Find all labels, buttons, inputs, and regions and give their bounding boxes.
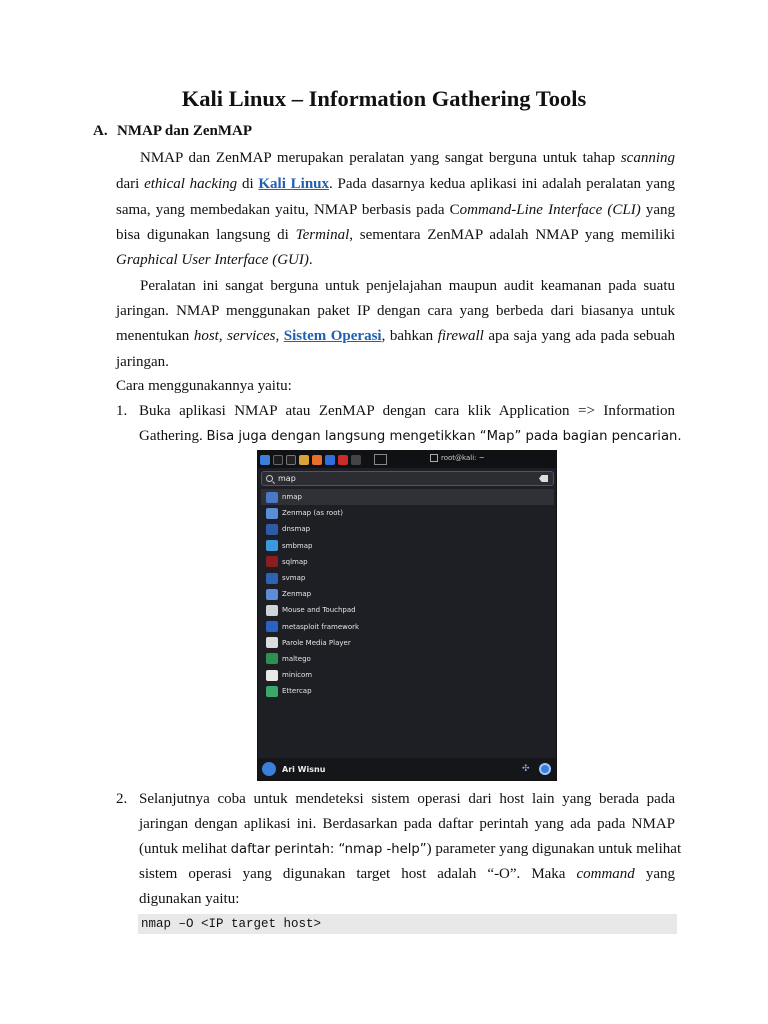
text: Gathering. (139, 428, 207, 444)
paragraph-line: Peralatan ini sangat berguna untuk penjelajahan maupun audit keamanan pada suatu (140, 278, 675, 294)
step-line: jaringan dengan aplikasi ini. Berdasarkan pada daftar perintah yang ada pada NMAP (139, 816, 675, 832)
terminal-window-icon (430, 454, 438, 462)
text: yang (634, 866, 675, 882)
italic-term: host (193, 328, 219, 344)
list-item-label: svmap (282, 574, 306, 583)
text: sama, yang membedakan yaitu, NMAP berbasis pada C (116, 202, 460, 218)
italic-term: command (576, 866, 635, 882)
italic-term: Graphical User Interface (GUI) (116, 252, 309, 268)
search-bar (261, 471, 554, 486)
list-item[interactable] (261, 602, 554, 618)
firefox-icon (312, 455, 322, 465)
list-item-label: maltego (282, 654, 311, 663)
desktop-icon (273, 455, 283, 465)
code-block: nmap –O <IP target host> (138, 914, 677, 934)
text: yang (640, 202, 675, 218)
text: apa saja yang ada pada sebuah (483, 328, 676, 344)
text: Bisa juga dengan langsung mengetikkan “Map” pada bagian pencarian. (206, 429, 682, 444)
italic-term: ethical hacking (144, 176, 238, 192)
text: daftar perintah: “nmap -help” (230, 842, 427, 857)
text: di (237, 176, 259, 192)
list-item[interactable] (261, 554, 554, 570)
step-number: 2. (116, 791, 128, 807)
chevron-down-icon (351, 455, 361, 465)
user-bar (258, 758, 557, 780)
paragraph-line: jaringan. (116, 354, 169, 370)
taskbar (258, 451, 557, 468)
list-item-label: Zenmap (as root) (282, 509, 343, 518)
app-icon (266, 492, 278, 503)
paragraph-line (116, 250, 675, 270)
clear-icon[interactable] (539, 475, 548, 482)
list-item[interactable] (261, 619, 554, 635)
list-item[interactable] (261, 521, 554, 537)
italic-term: Terminal (295, 227, 350, 243)
list-item-label: minicom (282, 671, 313, 680)
text: dari (116, 176, 145, 192)
list-item[interactable] (261, 489, 554, 505)
kali-linux-link[interactable]: Kali Linux (258, 176, 330, 192)
app-icon (266, 508, 278, 519)
network-icon[interactable]: ✣ (522, 764, 530, 774)
folder-icon (299, 455, 309, 465)
list-item[interactable] (261, 667, 554, 683)
avatar (262, 762, 276, 776)
text: sistem operasi yang digunakan target host adalah “-O”. Maka (139, 866, 577, 882)
app-icon (325, 455, 335, 465)
app-menu-screenshot (257, 450, 557, 781)
list-item-label: Zenmap (282, 590, 312, 599)
app-icon (266, 589, 278, 600)
taskbar-window[interactable] (430, 454, 485, 462)
section-label: A. (93, 123, 108, 139)
text: . (308, 252, 313, 268)
kali-menu-icon (260, 455, 270, 465)
list-item-label: dnsmap (282, 525, 311, 534)
app-icon (266, 573, 278, 584)
list-item[interactable] (261, 683, 554, 699)
page-title: Kali Linux – Information Gathering Tools (181, 86, 587, 111)
paragraph-line (116, 200, 675, 220)
app-icon (266, 524, 278, 535)
step-line (139, 839, 682, 860)
list-item-label: nmap (282, 493, 302, 502)
list-item-label: smbmap (282, 541, 313, 550)
list-item[interactable] (261, 538, 554, 554)
text: ) parameter yang digunakan untuk melihat (426, 841, 682, 857)
italic-term: ommand-Line Interface (CLI) (459, 202, 641, 218)
list-item-label: metasploit framework (282, 622, 360, 631)
list-item[interactable] (261, 586, 554, 602)
list-item-label: Mouse and Touchpad (282, 606, 356, 615)
terminal-icon (286, 455, 296, 465)
app-icon (266, 621, 278, 632)
text: . Pada dasarnya kedua aplikasi ini adalah peralatan yang (329, 176, 675, 192)
italic-term: services (227, 328, 276, 344)
section-heading (93, 123, 252, 140)
app-icon (266, 670, 278, 681)
text: , (275, 328, 284, 344)
list-item[interactable] (261, 635, 554, 651)
intro-line: Cara menggunakannya yaitu: (116, 378, 292, 394)
app-icon (266, 653, 278, 664)
paragraph-line (116, 148, 675, 168)
app-icon (266, 540, 278, 551)
italic-term: scanning (620, 150, 675, 166)
search-icon (266, 475, 273, 482)
app-icon (266, 637, 278, 648)
text: (untuk melihat (139, 841, 231, 857)
list-item[interactable] (261, 570, 554, 586)
list-item[interactable] (261, 505, 554, 521)
list-item[interactable] (261, 651, 554, 667)
app-icon (266, 605, 278, 616)
window-title: root@kali: ~ (441, 454, 485, 462)
step-line: Selanjutnya coba untuk mendeteksi sistem operasi dari host lain yang berada pada (139, 791, 675, 807)
app-icon (266, 556, 278, 567)
step-number: 1. (116, 403, 128, 419)
list-item-label: sqlmap (282, 557, 308, 566)
list-item-label: Parole Media Player (282, 638, 351, 647)
list-item-label: Ettercap (282, 687, 312, 696)
text: NMAP dan ZenMAP merupakan peralatan yang sangat berguna untuk tahap (140, 150, 621, 166)
search-input[interactable] (278, 474, 518, 483)
section-title: NMAP dan ZenMAP (117, 123, 252, 139)
text: , (218, 328, 228, 344)
sistem-operasi-link[interactable]: Sistem Operasi (283, 328, 382, 344)
power-icon[interactable] (539, 763, 551, 775)
text: bisa digunakan langsung di (116, 227, 296, 243)
workspace-icon (374, 454, 387, 465)
app-icon (338, 455, 348, 465)
text: , bahkan (381, 328, 438, 344)
step-line: digunakan yaitu: (139, 891, 240, 907)
paragraph-line (116, 225, 675, 245)
app-icon (266, 686, 278, 697)
italic-term: firewall (437, 328, 484, 344)
step-line (139, 426, 682, 447)
step-line: Buka aplikasi NMAP atau ZenMAP dengan cara klik Application => Information (139, 403, 675, 419)
step-line (139, 864, 675, 884)
text: , sementara ZenMAP adalah NMAP yang memiliki (349, 227, 676, 243)
results-list (261, 489, 554, 699)
user-name: Ari Wisnu (282, 764, 326, 774)
paragraph-line (116, 174, 675, 194)
text: menentukan (116, 328, 194, 344)
paragraph-line: jaringan. NMAP menggunakan paket IP dengan cara yang berbeda dari biasanya untuk (116, 303, 675, 319)
paragraph-line (116, 326, 675, 346)
